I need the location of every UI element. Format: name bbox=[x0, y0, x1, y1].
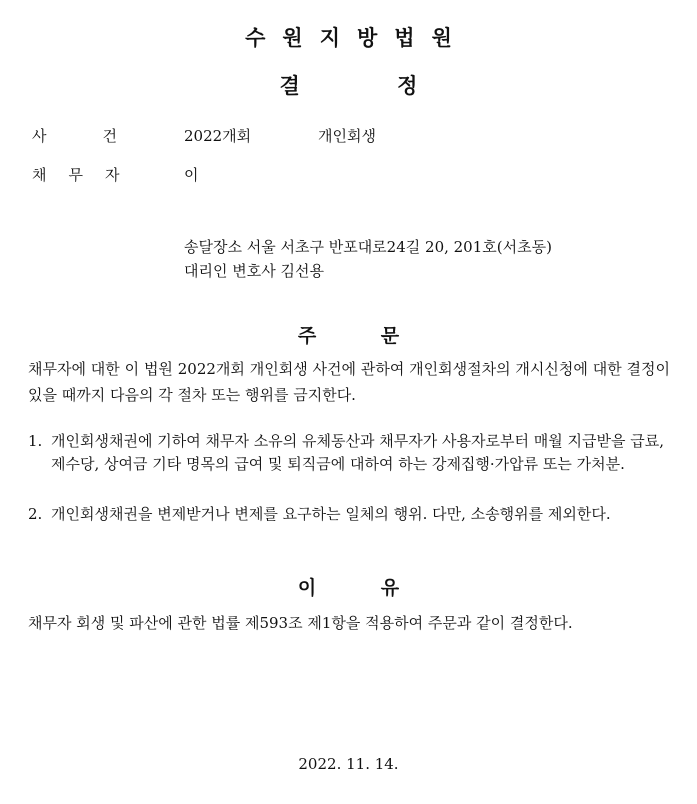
reason-text: 채무자 회생 및 파산에 관한 법률 제593조 제1항을 적용하여 주문과 같이 결정한다. bbox=[28, 614, 573, 632]
reason-heading: 이 유 bbox=[297, 577, 400, 599]
legal-agent: 대리인 변호사 김선용 bbox=[184, 262, 324, 280]
order-item-1 bbox=[28, 430, 664, 476]
order-item-2 bbox=[28, 503, 664, 526]
court-name: 수원지방법원 bbox=[245, 26, 469, 50]
order-intro: 채무자에 대한 이 법원 2022개회 개인회생 사건에 관하여 개인회생절차의 개시신청에 대한 결정이 있을 때까지 다음의 각 절차 또는 행위를 금지한다. bbox=[28, 360, 670, 404]
order-item-text: 개인회생채권에 기하여 채무자 소유의 유체동산과 채무자가 사용자로부터 매월 지급받을 급료, 제수당, 상여금 기타 명목의 급여 및 퇴직금에 대하여 하는 강제집행·가압류 또는 가처분. bbox=[51, 432, 664, 473]
debtor-name: 이 bbox=[184, 166, 199, 184]
order-heading: 주 문 bbox=[297, 325, 400, 347]
debtor-row bbox=[0, 165, 697, 185]
decision-date: 2022. 11. 14. bbox=[298, 755, 399, 773]
order-item-number: 2. bbox=[28, 505, 43, 523]
case-row bbox=[0, 126, 697, 146]
case-label: 사건 bbox=[32, 127, 173, 145]
order-item-number: 1. bbox=[28, 432, 43, 450]
document-title: 결 정 bbox=[279, 74, 418, 98]
case-name: 개인회생 bbox=[318, 127, 376, 145]
delivery-address: 송달장소 서울 서초구 반포대로24길 20, 201호(서초동) bbox=[184, 238, 552, 256]
debtor-label: 채무자 bbox=[32, 166, 142, 184]
case-number: 2022개회 bbox=[184, 127, 252, 145]
order-item-text: 개인회생채권을 변제받거나 변제를 요구하는 일체의 행위. 다만, 소송행위를 제외한다. bbox=[51, 505, 611, 523]
